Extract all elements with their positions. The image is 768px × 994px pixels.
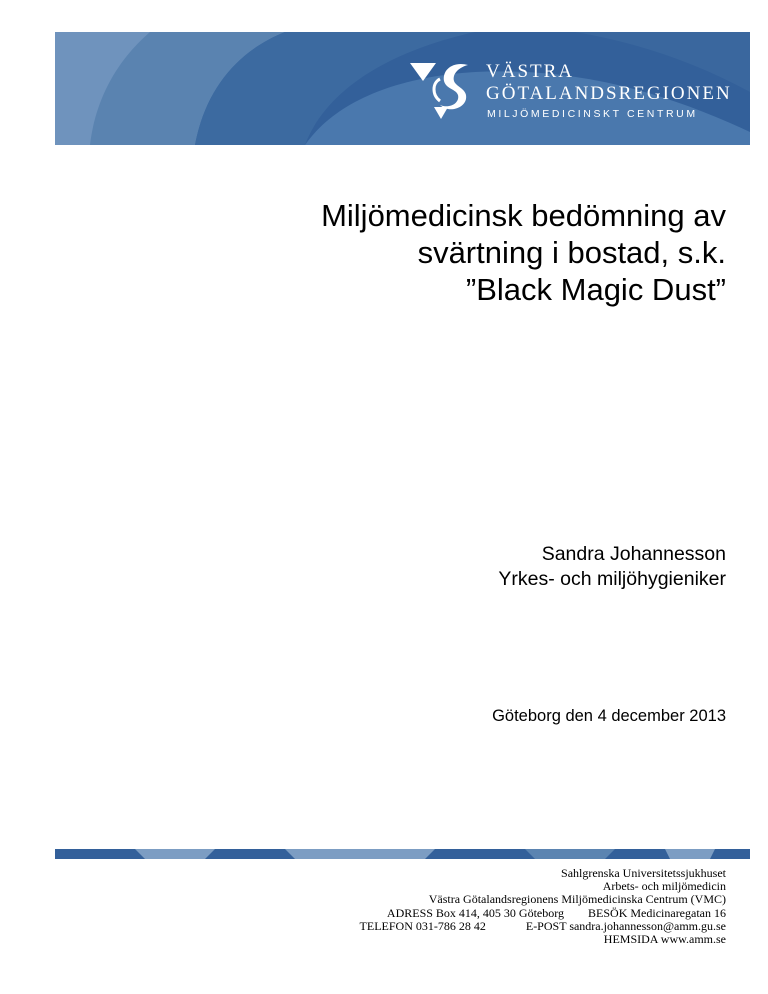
footer-phone: TELEFON 031-786 28 42 [359, 918, 486, 933]
footer-visit-address: BESÖK Medicinaregatan 16 [588, 905, 726, 920]
footer-contact-info [360, 867, 726, 946]
footer-org-line: Sahlgrenska Universitetssjukhuset [561, 866, 726, 880]
header-banner [55, 32, 750, 145]
author-role: Yrkes- och miljöhygieniker [498, 568, 726, 590]
logo-text-gotalandsregionen: GÖTALANDSREGIONEN [486, 83, 732, 104]
footer-address: ADRESS Box 414, 405 30 Göteborg [386, 905, 565, 920]
footer-org-line: Arbets- och miljömedicin [602, 879, 726, 894]
logo-text-miljomedicinskt-centrum: MILJÖMEDICINSKT CENTRUM [487, 108, 698, 120]
author-name: Sandra Johannesson [541, 543, 726, 565]
title-line: Miljömedicinsk bedömning av [321, 198, 726, 233]
footer-website: HEMSIDA www.amm.se [603, 932, 726, 947]
document-title [166, 197, 726, 308]
footer-email: E-POST sandra.johannesson@amm.gu.se [525, 918, 726, 933]
document-date: Göteborg den 4 december 2013 [492, 707, 726, 725]
footer-divider-band [55, 849, 750, 859]
title-line: ”Black Magic Dust” [465, 272, 726, 307]
author-block [498, 542, 726, 592]
logo-text-vastra: VÄSTRA [486, 61, 575, 82]
region-logo-icon [410, 59, 480, 119]
title-line: svärtning i bostad, s.k. [417, 235, 726, 270]
footer-org-line: Västra Götalandsregionens Miljömedicinska Centrum (VMC) [428, 892, 726, 907]
